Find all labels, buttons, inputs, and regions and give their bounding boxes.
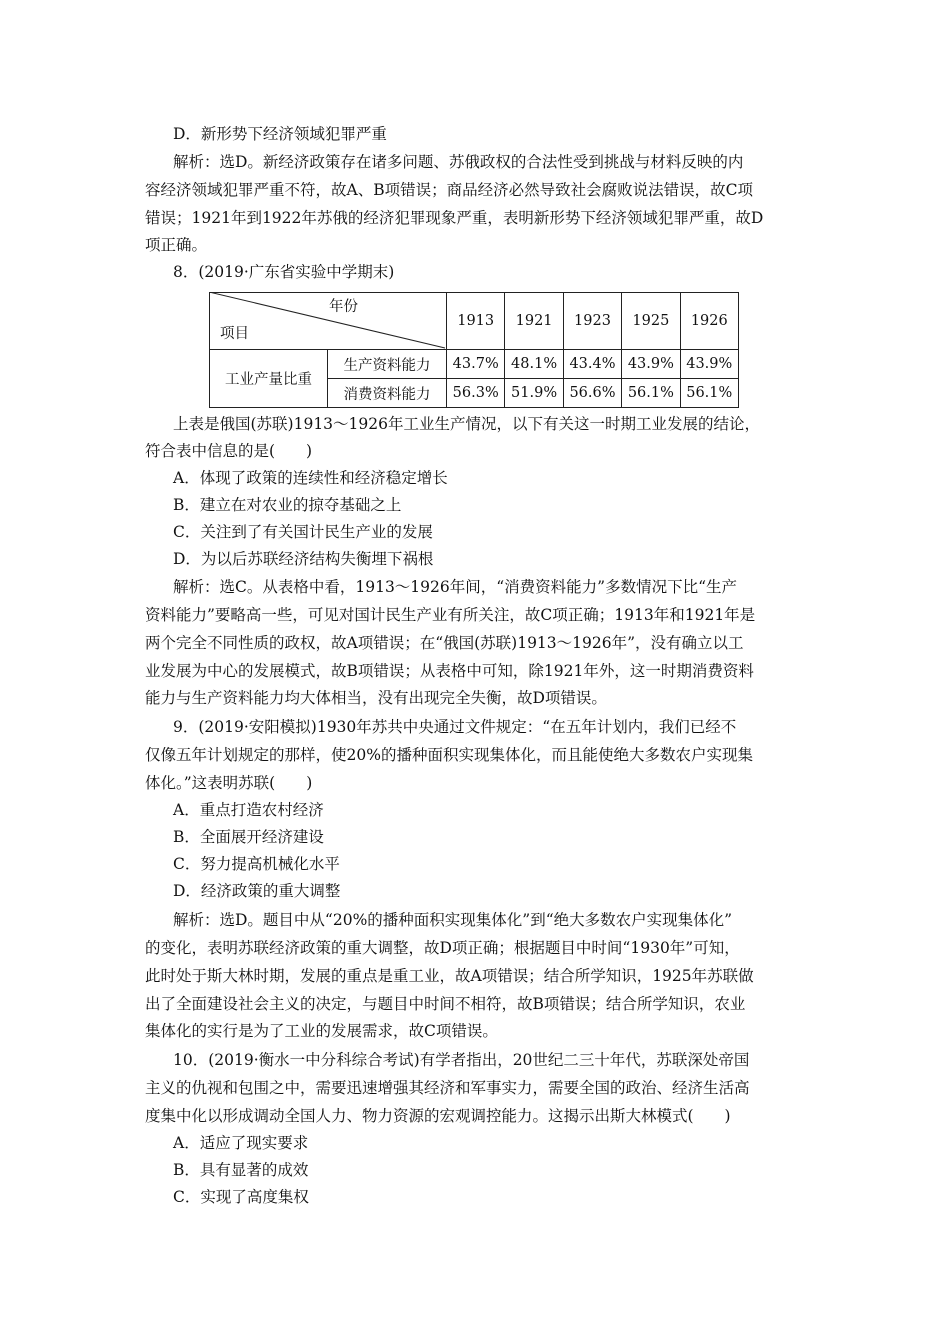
option-d-q7: D．新形势下经济领域犯罪严重 <box>173 125 387 143</box>
table-cell: 51.9% <box>505 379 563 408</box>
q8-stem-line1: 上表是俄国(苏联)1913～1926年工业生产情况，以下有关这一时期工业发展的结论， <box>173 415 760 433</box>
q9-stem-line3: 体化。”这表明苏联( ) <box>145 774 313 792</box>
analysis-q7-line3: 错误；1921年到1922年苏俄的经济犯罪现象严重，表明新形势下经济领域犯罪严重，故D <box>145 209 764 227</box>
analysis-q7-line4: 项正确。 <box>145 236 208 254</box>
table-diagonal-line <box>209 292 447 350</box>
table-cell: 43.9% <box>680 350 738 379</box>
q9-analysis-line4: 出了全面建设社会主义的决定，与题目中时间不相符，故B项错误；结合所学知识，农业 <box>145 995 746 1013</box>
q10-option-b: B．具有显著的成效 <box>173 1161 309 1179</box>
year-1921: 1921 <box>505 293 563 350</box>
q8-analysis-line4: 业发展为中心的发展模式，故B项错误；从表格中可知，除1921年外，这一时期消费资料 <box>145 662 754 680</box>
q9-stem-line1: 9．(2019·安阳模拟)1930年苏共中央通过文件规定：“在五年计划内，我们已经不 <box>173 718 737 736</box>
header-item: 项目 <box>220 326 249 342</box>
q10-stem-line1: 10．(2019·衡水一中分科综合考试)有学者指出，20世纪二三十年代，苏联深处帝国 <box>173 1051 750 1069</box>
year-1925: 1925 <box>622 293 680 350</box>
q9-analysis-line2: 的变化，表明苏联经济政策的重大调整，故D项正确；根据题目中时间“1930年”可知， <box>145 939 740 957</box>
row-group-label: 工业产量比重 <box>210 350 328 408</box>
header-year: 年份 <box>329 299 358 315</box>
q10-stem-line3: 度集中化以形成调动全国人力、物力资源的宏观调控能力。这揭示出斯大林模式( ) <box>145 1107 731 1125</box>
table-cell: 56.6% <box>563 379 621 408</box>
q10-option-a: A．适应了现实要求 <box>173 1134 309 1152</box>
year-1923: 1923 <box>563 293 621 350</box>
table-cell: 48.1% <box>505 350 563 379</box>
q9-option-b: B．全面展开经济建设 <box>173 828 324 846</box>
row-label-consumption: 消费资料能力 <box>328 379 447 408</box>
q8-analysis-line2: 资料能力”要略高一些，可见对国计民生产业有所关注，故C项正确；1913年和1921年是 <box>145 606 756 624</box>
q9-option-a: A．重点打造农村经济 <box>173 801 324 819</box>
q9-option-d: D．经济政策的重大调整 <box>173 882 341 900</box>
table-cell: 43.7% <box>447 350 505 379</box>
table-cell: 43.9% <box>622 350 680 379</box>
analysis-q7-line1: 解析：选D。新经济政策存在诸多问题、苏俄政权的合法性受到挑战与材料反映的内 <box>173 153 744 171</box>
q8-option-a: A．体现了政策的连续性和经济稳定增长 <box>173 469 448 487</box>
q9-analysis-line5: 集体化的实行是为了工业的发展需求，故C项错误。 <box>145 1022 498 1040</box>
q9-stem-line2: 仅像五年计划规定的那样，使20%的播种面积实现集体化，而且能使绝大多数农户实现集 <box>145 746 753 764</box>
table-cell: 43.4% <box>563 350 621 379</box>
q8-option-d: D．为以后苏联经济结构失衡埋下祸根 <box>173 550 434 568</box>
question-8-header: 8．(2019·广东省实验中学期末) <box>173 263 395 281</box>
q8-option-c: C．关注到了有关国计民生产业的发展 <box>173 523 433 541</box>
q8-option-b: B．建立在对农业的掠夺基础之上 <box>173 496 402 514</box>
year-1913: 1913 <box>447 293 505 350</box>
table-cell: 56.3% <box>447 379 505 408</box>
q10-stem-line2: 主义的仇视和包围之中，需要迅速增强其经济和军事实力，需要全国的政治、经济生活高 <box>145 1079 750 1097</box>
q8-analysis-line3: 两个完全不同性质的政权，故A项错误；在“俄国(苏联)1913～1926年”，没有确立以工 <box>145 634 744 652</box>
table-cell: 56.1% <box>680 379 738 408</box>
q8-analysis-line5: 能力与生产资料能力均大体相当，没有出现完全失衡，故D项错误。 <box>145 689 607 707</box>
q9-option-c: C．努力提高机械化水平 <box>173 855 340 873</box>
q8-stem-line2: 符合表中信息的是( ) <box>145 442 313 460</box>
q8-analysis-line1: 解析：选C。从表格中看，1913～1926年间，“消费资料能力”多数情况下比“生产 <box>173 578 738 596</box>
q10-option-c: C．实现了高度集权 <box>173 1188 309 1206</box>
table-cell: 56.1% <box>622 379 680 408</box>
year-1926: 1926 <box>680 293 738 350</box>
row-label-production: 生产资料能力 <box>328 350 447 379</box>
q9-analysis-line1: 解析：选D。题目中从“20%的播种面积实现集体化”到“绝大多数农户实现集体化” <box>173 911 733 929</box>
analysis-q7-line2: 容经济领域犯罪严重不符，故A、B项错误；商品经济必然导致社会腐败说法错误，故C项 <box>145 181 753 199</box>
q9-analysis-line3: 此时处于斯大林时期，发展的重点是重工业，故A项错误；结合所学知识，1925年苏联做 <box>145 967 754 985</box>
